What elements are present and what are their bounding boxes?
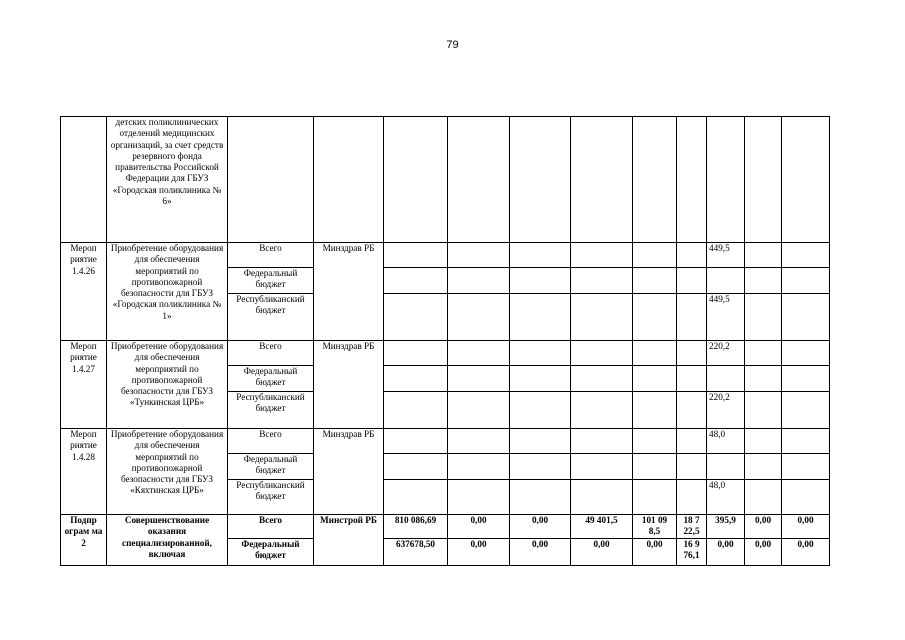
empty-cell — [677, 341, 707, 366]
empty-cell — [782, 454, 830, 480]
value-cell: 0,00 — [782, 515, 830, 539]
value-cell: 0,00 — [782, 538, 830, 565]
empty-cell — [677, 268, 707, 294]
table-row — [61, 515, 830, 539]
value-cell: 49 401,5 — [571, 515, 633, 539]
empty-cell — [782, 392, 830, 429]
empty-cell — [782, 294, 830, 341]
empty-cell — [633, 268, 677, 294]
value-cell — [707, 454, 745, 480]
empty-cell — [384, 480, 448, 515]
empty-cell — [745, 294, 782, 341]
measure-code-cell: Мероп риятие 1.4.27 — [61, 341, 107, 429]
empty-cell — [677, 117, 707, 243]
value-cell: 0,00 — [448, 515, 510, 539]
table-body — [61, 117, 830, 566]
empty-cell — [633, 429, 677, 454]
value-cell: 0,00 — [448, 538, 510, 565]
empty-cell — [677, 243, 707, 268]
empty-cell — [782, 480, 830, 515]
table-row — [61, 243, 830, 268]
value-cell: 0,00 — [510, 515, 571, 539]
empty-cell — [571, 392, 633, 429]
empty-cell — [571, 429, 633, 454]
empty-cell — [448, 341, 510, 366]
empty-cell — [448, 392, 510, 429]
empty-cell — [510, 366, 571, 392]
empty-cell — [384, 243, 448, 268]
value-cell: 48,0 — [707, 480, 745, 515]
funding-source-cell: Всего — [228, 515, 314, 539]
value-cell: 637678,50 — [384, 538, 448, 565]
empty-cell — [782, 243, 830, 268]
empty-cell — [745, 366, 782, 392]
empty-cell — [384, 294, 448, 341]
empty-cell — [448, 243, 510, 268]
empty-cell — [745, 117, 782, 243]
empty-cell — [510, 294, 571, 341]
empty-cell — [782, 117, 830, 243]
empty-cell — [745, 243, 782, 268]
empty-cell — [782, 429, 830, 454]
funding-source-cell: Федеральный бюджет — [228, 538, 314, 565]
empty-cell — [677, 294, 707, 341]
empty-cell — [448, 294, 510, 341]
table-row — [61, 341, 830, 366]
value-cell — [707, 268, 745, 294]
empty-cell — [633, 294, 677, 341]
empty-cell — [571, 341, 633, 366]
value-cell: 16 9 76,1 — [677, 538, 707, 565]
value-cell: 0,00 — [571, 538, 633, 565]
table-row — [61, 429, 830, 454]
budget-table — [60, 116, 830, 566]
empty-cell — [782, 268, 830, 294]
value-cell: 0,00 — [510, 538, 571, 565]
funding-source-cell: Федеральный бюджет — [228, 454, 314, 480]
empty-cell — [510, 480, 571, 515]
empty-cell — [384, 454, 448, 480]
empty-cell — [510, 268, 571, 294]
funding-source-cell: Республиканский бюджет — [228, 392, 314, 429]
empty-cell — [633, 454, 677, 480]
funding-source-cell: Республиканский бюджет — [228, 480, 314, 515]
funding-source-cell: Республиканский бюджет — [228, 294, 314, 341]
empty-cell — [571, 268, 633, 294]
empty-cell — [745, 454, 782, 480]
funding-source-cell: Федеральный бюджет — [228, 366, 314, 392]
executor-cell: Минстрой РБ — [314, 515, 384, 566]
empty-cell — [571, 243, 633, 268]
value-cell: 449,5 — [707, 294, 745, 341]
empty-cell — [384, 429, 448, 454]
empty-cell — [510, 117, 571, 243]
measure-code-cell: Мероп риятие 1.4.28 — [61, 429, 107, 515]
empty-cell — [633, 366, 677, 392]
empty-cell — [571, 454, 633, 480]
empty-cell — [228, 117, 314, 243]
empty-cell — [782, 341, 830, 366]
empty-cell — [745, 341, 782, 366]
empty-cell — [448, 454, 510, 480]
value-cell: 220,2 — [707, 341, 745, 366]
table-row — [61, 117, 830, 243]
value-cell: 0,00 — [745, 538, 782, 565]
value-cell: 0,00 — [745, 515, 782, 539]
code-cell — [61, 117, 107, 243]
funding-source-cell: Всего — [228, 341, 314, 366]
empty-cell — [782, 366, 830, 392]
empty-cell — [448, 480, 510, 515]
empty-cell — [745, 392, 782, 429]
empty-cell — [510, 429, 571, 454]
empty-cell — [571, 117, 633, 243]
empty-cell — [707, 117, 745, 243]
value-cell: 810 086,69 — [384, 515, 448, 539]
value-cell: 395,9 — [707, 515, 745, 539]
value-cell: 449,5 — [707, 243, 745, 268]
empty-cell — [571, 294, 633, 341]
empty-cell — [633, 392, 677, 429]
empty-cell — [571, 480, 633, 515]
empty-cell — [384, 268, 448, 294]
empty-cell — [633, 341, 677, 366]
measure-name-cell: Приобретение оборудования для обеспечения мероприятий по противопожарной безопасности для ГБУЗ «Тункинская ЦРБ» — [107, 341, 228, 429]
empty-cell — [448, 117, 510, 243]
empty-cell — [745, 480, 782, 515]
empty-cell — [510, 454, 571, 480]
value-cell: 18 7 22,5 — [677, 515, 707, 539]
page-number: 79 — [446, 39, 459, 51]
value-cell — [707, 366, 745, 392]
empty-cell — [745, 429, 782, 454]
funding-source-cell: Федеральный бюджет — [228, 268, 314, 294]
value-cell: 0,00 — [707, 538, 745, 565]
measure-name-cell: Приобретение оборудования для обеспечения мероприятий по противопожарной безопасности для ГБУЗ «Городская поликлиника № 1» — [107, 243, 228, 341]
empty-cell — [677, 454, 707, 480]
empty-cell — [677, 392, 707, 429]
executor-cell: Минздрав РБ — [314, 429, 384, 515]
empty-cell — [677, 429, 707, 454]
empty-cell — [448, 429, 510, 454]
empty-cell — [633, 117, 677, 243]
empty-cell — [677, 480, 707, 515]
empty-cell — [510, 243, 571, 268]
empty-cell — [448, 268, 510, 294]
empty-cell — [510, 392, 571, 429]
empty-cell — [677, 366, 707, 392]
subprogram-name-cell: Совершенствование оказания специализированной, включая — [107, 515, 228, 566]
empty-cell — [633, 480, 677, 515]
empty-cell — [384, 341, 448, 366]
measure-name-cell: детских поликлинических отделений медицинских организаций, за счет средств резервного фонда правительства Российской Федерации для ГБУЗ «Городская поликлиника № 6» — [107, 117, 228, 243]
empty-cell — [510, 341, 571, 366]
empty-cell — [571, 366, 633, 392]
funding-source-cell: Всего — [228, 243, 314, 268]
empty-cell — [384, 366, 448, 392]
empty-cell — [384, 392, 448, 429]
executor-cell: Минздрав РБ — [314, 243, 384, 341]
empty-cell — [633, 243, 677, 268]
value-cell: 48,0 — [707, 429, 745, 454]
value-cell: 101 09 8,5 — [633, 515, 677, 539]
empty-cell — [314, 117, 384, 243]
empty-cell — [448, 366, 510, 392]
value-cell: 220,2 — [707, 392, 745, 429]
subprogram-code-cell: Подпр ограм ма 2 — [61, 515, 107, 566]
value-cell: 0,00 — [633, 538, 677, 565]
empty-cell — [745, 268, 782, 294]
measure-name-cell: Приобретение оборудования для обеспечения мероприятий по противопожарной безопасности для ГБУЗ «Кяхтинская ЦРБ» — [107, 429, 228, 515]
measure-code-cell: Мероп риятие 1.4.26 — [61, 243, 107, 341]
empty-cell — [384, 117, 448, 243]
executor-cell: Минздрав РБ — [314, 341, 384, 429]
funding-source-cell: Всего — [228, 429, 314, 454]
